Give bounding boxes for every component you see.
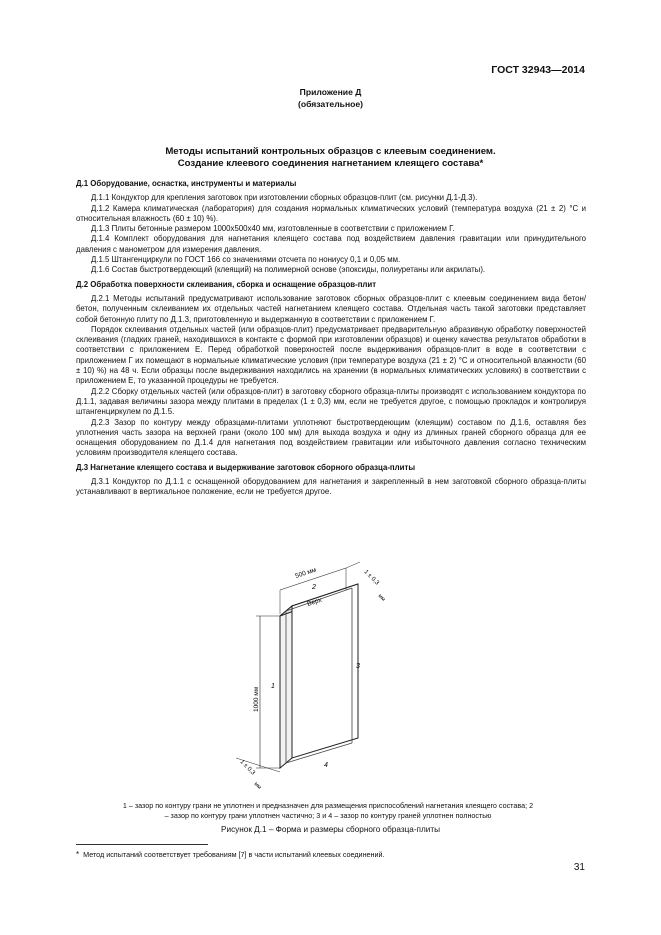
footnote-text: Метод испытаний соответствует требованиям [7] в части испытаний клеевых соединений. xyxy=(83,850,385,859)
footnote xyxy=(76,850,385,859)
appendix-status: (обязательное) xyxy=(297,99,364,109)
top-gap-label: 1 ± 0,3 xyxy=(362,569,380,587)
document-body xyxy=(76,179,586,498)
page-number: 31 xyxy=(573,862,585,873)
main-title xyxy=(0,146,661,169)
footnote-mark: * xyxy=(76,850,80,859)
paragraph-d1-4: Д.1.4 Комплект оборудования для нагнетания клеящего состава под воздействием давления гравитации или принудительного давления с манометром для измерения давления. xyxy=(76,234,586,254)
footnote-separator xyxy=(76,844,208,845)
figure-title: Рисунок Д.1 – Форма и размеры сборного образца-плиты xyxy=(221,825,440,834)
paragraph-d1-1: Д.1.1 Кондуктор для крепления заготовок при изготовлении сборных образцов-плит (см. рисунки Д.1-Д.3). xyxy=(91,193,478,203)
main-title-line-2: Создание клеевого соединения нагнетанием клеящего состава* xyxy=(177,157,484,169)
slab-drawing xyxy=(228,562,428,802)
section-d2-heading: Д.2 Обработка поверхности склеивания, сборка и оснащение образцов-плит xyxy=(76,279,377,289)
section-d1-heading: Д.1 Оборудование, оснастка, инструменты и материалы xyxy=(76,179,297,188)
figure-slab-diagram xyxy=(228,562,428,802)
top-face-label: Верх xyxy=(306,596,323,608)
label-1: 1 xyxy=(271,683,275,690)
paragraph-d3-1: Д.3.1 Кондуктор по Д.1.1 с оснащенной оборудованием для нагнетания и закрепленный в нем заготовкой сборного образца-плиты устанавливают в вертикальное положение, если не требуется другое. xyxy=(76,477,586,497)
top-gap-leader xyxy=(346,562,360,568)
paragraph-d1-2: Д.1.2 Камера климатическая (лаборатория) для создания нормальных климатических условий (температура воздуха (21 ± 2) °С и относительная влажность (60 ± 10) %). xyxy=(76,203,586,223)
label-3: 3 xyxy=(356,663,360,670)
bottom-gap-unit: мм xyxy=(252,781,263,791)
paragraph-d1-3: Д.1.3 Плиты бетонные размером 1000х500х40 мм, изготовленные в соответствии с приложением Г. xyxy=(91,224,455,234)
main-title-line-1: Методы испытаний контрольных образцов с клеевым соединением. xyxy=(165,146,496,157)
paragraph-d2-1: Д.2.1 Методы испытаний предусматривают использование заготовок сборных образцов-плит с клеевым соединением вида бетон/бетон, полученным склеиванием их отдельных частей нагнетанием клеящего состава. Отдельная часть такой заготовки представляет собой бетонную плиту по Д.1.3, приготовленную и выдержанную в соответствии с приложением Г. xyxy=(76,293,586,324)
label-4: 4 xyxy=(324,762,328,769)
paragraph-d2-2: Д.2.2 Сборку отдельных частей (или образцов-плит) в заготовку сборного образца-плиты производят с использованием кондуктора по Д.1.1, задавая величины зазора между плитами в пределах (1 ± 0,3) мм, если не требуется другое, с помощью прокладок и контролируя штангенциркулем по Д.1.5. xyxy=(76,386,586,417)
slab-front-face xyxy=(292,584,358,758)
paragraph-d2-3: Д.2.3 Зазор по контуру между образцами-плитами уплотняют быстротвердеющим (клеящим) составом по Д.1.6, оставляя без уплотнения часть зазора на верхней грани (около 100 мм) для выхода воздуха и одну из длинных граней сборного образца для ее оснащения оборудованием по Д.1.4 для нагнетания под воздействием гравитации или избыточного давления согласно техническим условиям производителя клеящего состава. xyxy=(76,417,586,458)
height-dimension-label: 1000 мм xyxy=(253,686,260,712)
top-gap-unit: мм xyxy=(376,593,387,603)
figure-caption-line-2: – зазор по контуру грани уплотнен частично; 3 и 4 – зазор по контуру граней уплотнен полностью xyxy=(164,810,492,820)
section-d3-heading: Д.3 Нагнетание клеящего состава и выдерживание заготовок сборного образца-плиты xyxy=(76,462,416,472)
width-dimension-label: 500 мм xyxy=(294,566,318,580)
bottom-gap-label: 1 ± 0,3 xyxy=(238,759,256,777)
figure-caption-line-1: 1 – зазор по контуру грани не уплотнен и предназначен для размещения приспособлений нагнетания клеящего состава; 2 xyxy=(122,801,534,810)
label-2: 2 xyxy=(312,584,316,591)
figure-caption xyxy=(50,801,606,820)
paragraph-d2-1-cont: Порядок склеивания отдельных частей (или образцов-плит) предусматривает предварительную абразивную обработку поверхностей склеивания (гладких граней, находившихся в контакте с формой при изготовлении образцов) и оценку качества результатов обработки в соответствии с приложением Е. Перед обработкой поверхностей после выдерживания образцов-плит в воде в соответствии с приложением Г их помещают в нормальные климатические условия (при температуре воздуха (21 ± 2) °С и относительной влажности (60 ± 10) %) на 48 ч. Если образцы после выдерживания находились на хранении (в нормальных климатических условиях) в соответствии с приложением Е, то указанной процедуры не требуется. xyxy=(76,324,586,386)
paragraph-d1-6: Д.1.6 Состав быстротвердеющий (клеящий) на полимерной основе (эпоксиды, полиуретаны или акрилаты). xyxy=(91,265,486,275)
appendix-title: Приложение Д xyxy=(299,87,362,97)
paragraph-d1-5: Д.1.5 Штангенциркули по ГОСТ 166 со значениями отсчета по нониусу 0,1 и 0,05 мм. xyxy=(91,255,401,265)
document-code: ГОСТ 32943—2014 xyxy=(491,64,585,76)
